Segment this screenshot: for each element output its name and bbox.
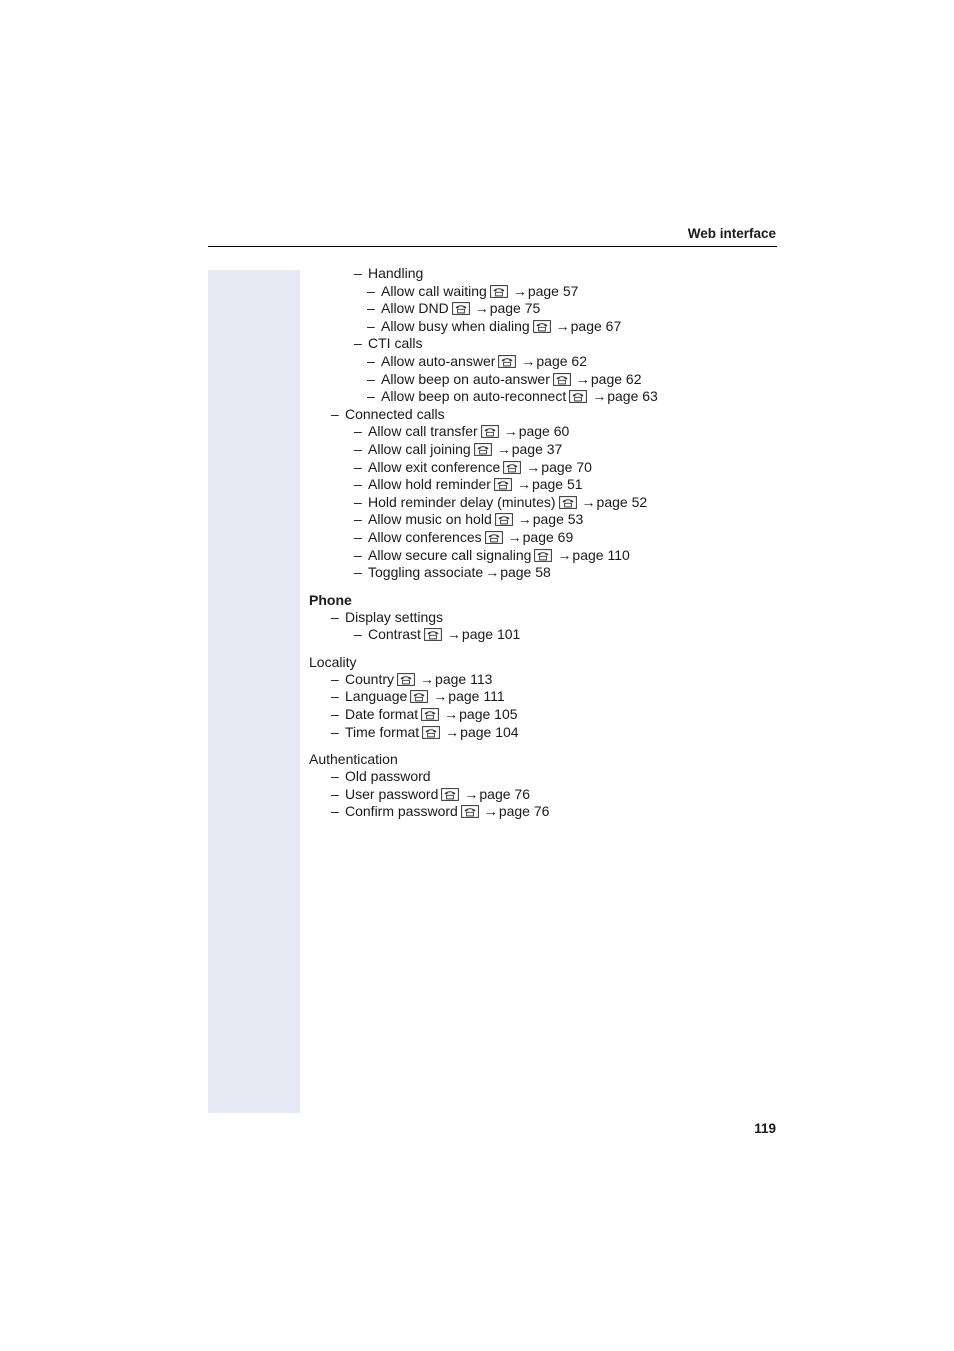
arrow-right-icon: → [444, 706, 459, 723]
menu-item-label: Allow DND [381, 300, 449, 317]
arrow-right-icon: → [516, 476, 531, 493]
dash-bullet: – [367, 300, 375, 317]
telephone-icon [410, 690, 428, 703]
dash-bullet: – [331, 803, 339, 820]
dash-bullet: – [331, 768, 339, 785]
menu-item-label: Old password [345, 768, 431, 785]
arrow-right-icon: → [521, 352, 536, 369]
page-reference[interactable]: page 110 [572, 546, 630, 563]
page-reference[interactable]: page 58 [500, 564, 551, 581]
page-number: 119 [754, 1121, 776, 1136]
page-reference[interactable]: page 76 [479, 785, 530, 802]
page-reference[interactable]: page 76 [498, 803, 550, 820]
page-reference[interactable]: page 75 [489, 300, 541, 317]
section-heading: Authentication [309, 751, 398, 768]
menu-item-label: User password [345, 785, 439, 802]
menu-item [309, 388, 769, 406]
menu-item [309, 476, 769, 494]
section-heading: Phone [309, 591, 352, 608]
dash-bullet: – [331, 670, 339, 687]
page-reference[interactable]: page 67 [570, 317, 622, 334]
dash-bullet: – [354, 423, 362, 440]
dash-bullet: – [331, 723, 339, 740]
menu-item [309, 803, 769, 821]
arrow-right-icon: → [445, 723, 460, 740]
arrow-right-icon: → [557, 546, 572, 563]
menu-item-label: Toggling associate [368, 564, 484, 581]
telephone-icon [452, 302, 470, 315]
menu-item-label: Allow exit conference [368, 458, 501, 475]
menu-item [309, 511, 769, 529]
dash-bullet: – [367, 370, 375, 387]
dash-bullet: – [354, 335, 362, 352]
menu-item-label: Country [345, 670, 395, 687]
page-reference[interactable]: page 63 [607, 388, 658, 405]
page-reference[interactable]: page 51 [531, 476, 583, 493]
arrow-right-icon: → [446, 626, 461, 643]
dash-bullet: – [331, 608, 339, 625]
menu-item-label: Allow secure call signaling [368, 546, 532, 563]
telephone-icon [461, 805, 479, 818]
telephone-icon [490, 285, 508, 298]
menu-item [309, 335, 769, 353]
menu-item-label: Contrast [368, 626, 421, 643]
arrow-right-icon: → [517, 511, 532, 528]
menu-item-label: Allow call waiting [381, 282, 487, 299]
telephone-icon [498, 355, 516, 368]
arrow-right-icon: → [503, 423, 518, 440]
menu-item [309, 441, 769, 459]
telephone-icon [474, 443, 492, 456]
menu-item [309, 529, 769, 547]
menu-item-label: Allow beep on auto-answer [381, 370, 550, 387]
dash-bullet: – [354, 458, 362, 475]
menu-item [309, 406, 769, 424]
arrow-right-icon: → [474, 300, 489, 317]
dash-bullet: – [354, 546, 362, 563]
telephone-icon [569, 390, 587, 403]
page-reference[interactable]: page 104 [460, 723, 519, 740]
dash-bullet: – [367, 282, 375, 299]
menu-item-label: Confirm password [345, 803, 458, 820]
menu-item [309, 494, 769, 512]
page-reference[interactable]: page 52 [596, 493, 648, 510]
dash-bullet: – [354, 528, 362, 545]
menu-item [309, 423, 769, 441]
menu-item-label: Connected calls [345, 405, 445, 422]
dash-bullet: – [331, 785, 339, 802]
menu-item-label: Time format [345, 723, 420, 740]
menu-item [309, 688, 769, 706]
menu-item-label: Allow beep on auto-reconnect [381, 388, 567, 405]
dash-bullet: – [331, 405, 339, 422]
menu-overview-list [309, 265, 769, 821]
dash-bullet: – [354, 476, 362, 493]
menu-item-label: Allow conferences [368, 528, 482, 545]
menu-item-label: Allow hold reminder [368, 476, 491, 493]
page-reference[interactable]: page 62 [536, 352, 587, 369]
arrow-right-icon: → [526, 458, 541, 475]
dash-bullet: – [354, 564, 362, 581]
menu-item [309, 609, 769, 627]
menu-item [309, 459, 769, 477]
menu-item [309, 706, 769, 724]
page-reference[interactable]: page 69 [522, 528, 574, 545]
telephone-icon [485, 531, 503, 544]
arrow-right-icon: → [575, 370, 590, 387]
page-reference[interactable]: page 101 [461, 626, 521, 643]
page-reference[interactable]: page 62 [590, 370, 642, 387]
margin-sidebar [208, 270, 300, 1113]
dash-bullet: – [354, 626, 362, 643]
arrow-right-icon: → [507, 528, 522, 545]
header-divider [208, 246, 777, 247]
dash-bullet: – [354, 493, 362, 510]
arrow-right-icon: → [581, 493, 596, 510]
telephone-icon [559, 496, 577, 509]
dash-bullet: – [331, 706, 339, 723]
dash-bullet: – [367, 317, 375, 334]
telephone-icon [533, 320, 551, 333]
page-reference[interactable]: page 70 [541, 458, 592, 475]
menu-item-label: Allow auto-answer [381, 352, 496, 369]
telephone-icon [494, 478, 512, 491]
menu-item [309, 786, 769, 804]
menu-item [309, 283, 769, 301]
page-reference[interactable]: page 111 [448, 688, 505, 705]
telephone-icon [424, 628, 442, 641]
page-reference[interactable]: page 37 [511, 440, 563, 457]
menu-item-label: Allow call joining [368, 440, 471, 457]
section-gap [309, 741, 769, 751]
running-header-title: Web interface [687, 226, 776, 241]
menu-item [309, 547, 769, 565]
telephone-icon [553, 373, 571, 386]
telephone-icon [441, 788, 459, 801]
telephone-icon [422, 726, 440, 739]
menu-item-label: Handling [368, 265, 424, 281]
menu-item [309, 371, 769, 389]
telephone-icon [534, 549, 552, 562]
menu-item [309, 768, 769, 786]
menu-item-label: Allow call transfer [368, 423, 478, 440]
telephone-icon [495, 513, 513, 526]
page-reference[interactable]: page 57 [527, 282, 579, 299]
arrow-right-icon: → [485, 564, 500, 581]
dash-bullet: – [354, 265, 362, 281]
telephone-icon [503, 461, 521, 474]
dash-bullet: – [367, 388, 375, 405]
page-reference[interactable]: page 53 [532, 511, 584, 528]
telephone-icon [397, 673, 415, 686]
menu-item [309, 724, 769, 742]
arrow-right-icon: → [592, 388, 607, 405]
arrow-right-icon: → [555, 317, 570, 334]
page-reference[interactable]: page 60 [518, 423, 570, 440]
page-reference[interactable]: page 113 [435, 670, 493, 687]
menu-item-label: Hold reminder delay (minutes) [368, 493, 556, 510]
arrow-right-icon: → [433, 688, 448, 705]
menu-item-label: Allow busy when dialing [381, 317, 530, 334]
arrow-right-icon: → [420, 670, 435, 687]
telephone-icon [481, 425, 499, 438]
menu-item-label: Display settings [345, 608, 444, 625]
dash-bullet: – [331, 688, 339, 705]
menu-item [309, 300, 769, 318]
menu-item [309, 564, 769, 582]
menu-item [309, 353, 769, 371]
section-gap [309, 582, 769, 592]
dash-bullet: – [367, 352, 375, 369]
menu-item-label: CTI calls [368, 335, 423, 352]
section-heading: Locality [309, 653, 357, 670]
menu-item-label: Date format [345, 706, 419, 723]
menu-item [309, 318, 769, 336]
arrow-right-icon: → [512, 282, 527, 299]
arrow-right-icon: → [496, 440, 511, 457]
menu-item [309, 265, 769, 283]
section-gap [309, 644, 769, 654]
telephone-icon [421, 708, 439, 721]
dash-bullet: – [354, 511, 362, 528]
arrow-right-icon: → [464, 785, 479, 802]
dash-bullet: – [354, 440, 362, 457]
menu-item [309, 626, 769, 644]
arrow-right-icon: → [483, 803, 498, 820]
menu-item [309, 671, 769, 689]
page-reference[interactable]: page 105 [459, 706, 518, 723]
menu-item-label: Language [345, 688, 408, 705]
menu-item-label: Allow music on hold [368, 511, 492, 528]
